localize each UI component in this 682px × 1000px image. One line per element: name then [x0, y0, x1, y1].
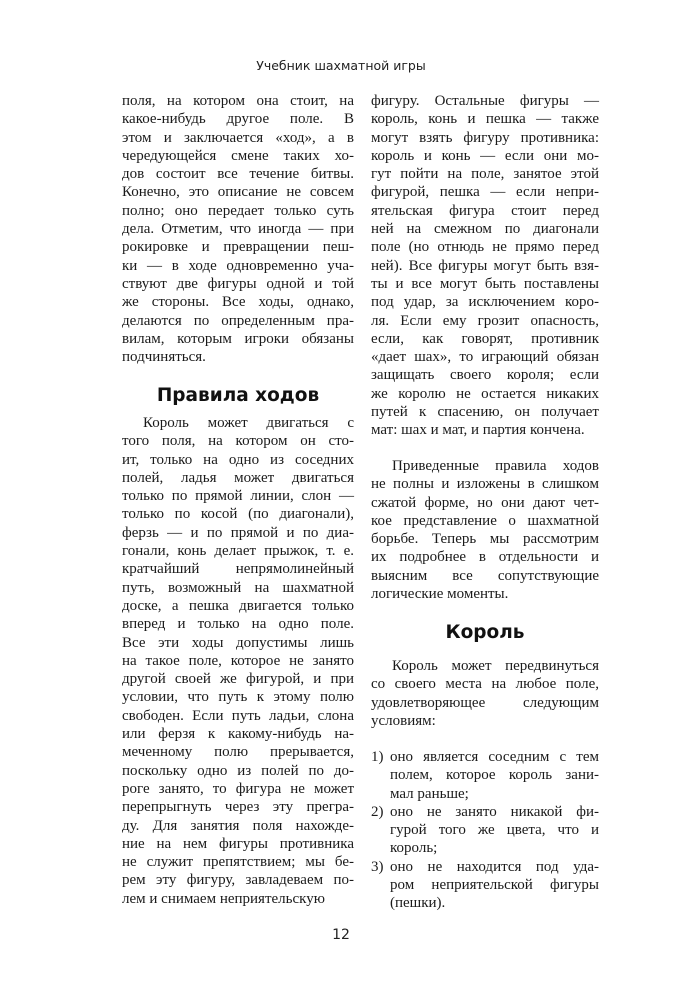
- text-line: «дает шах», то играющий обязан: [371, 349, 599, 366]
- text-line: ней). Все фигуры могут быть взя-: [371, 257, 599, 274]
- text-line: рокировке и превращении пеш-: [122, 239, 354, 256]
- list-item-line: [371, 876, 599, 894]
- text-line: сжатой форме, но они дают чет-: [371, 494, 599, 511]
- text-line: на такое поле, которое не занято: [122, 652, 354, 669]
- text-line: делаются по определенным пра-: [122, 312, 354, 329]
- text-line: оно не находится под уда-: [390, 858, 599, 875]
- text-line: поле (но отнюдь не прямо перед: [371, 239, 599, 256]
- text-line: ки — в ходе одновременно уча-: [122, 257, 354, 274]
- text-line: дела. Отметим, что иногда — при: [122, 221, 354, 238]
- text-line: того поля, на котором он сто-: [122, 433, 354, 450]
- text-line: ней на смежном по диагонали: [371, 221, 599, 238]
- text-line: полем, которое король зани-: [390, 767, 599, 784]
- text-line: какое-нибудь другое поле. В: [122, 111, 354, 128]
- list-number: 1): [371, 749, 384, 765]
- list-number: 3): [371, 858, 384, 875]
- text-line: оно не занято никакой фи-: [390, 803, 599, 820]
- text-line: ятельская фигура стоит перед: [371, 202, 599, 219]
- text-line: ты и все могут быть поставлены: [371, 275, 599, 292]
- text-line: если, как говорят, противник: [371, 330, 599, 347]
- page-number: 12: [332, 927, 350, 943]
- list-item-line: [371, 766, 599, 784]
- text-line: поскольку одно из полей по до-: [122, 762, 354, 779]
- text-line: путей к спасению, он получает: [371, 404, 599, 421]
- text-line: или ферзя к какому-нибудь на-: [122, 726, 354, 743]
- list-item-line: [371, 839, 599, 857]
- text-line: другой своей же фигурой, и при: [122, 671, 354, 688]
- text-line: под удар, за исключением коро-: [371, 294, 599, 311]
- text-line: мал раньше;: [390, 785, 469, 802]
- text-line: кратчайший непрямолинейный: [122, 561, 354, 578]
- text-line: гурой того же цвета, что и: [390, 822, 599, 839]
- list-item-line: [371, 894, 599, 912]
- list-number: [371, 839, 390, 857]
- text-line: вперед и только на одно поле.: [122, 616, 354, 633]
- text-line: свободен. Если путь ладьи, слона: [122, 707, 354, 724]
- text-line: полей, ладья может двигаться: [122, 469, 354, 486]
- text-line: ит, только на одно из соседних: [122, 451, 354, 468]
- list-item-line: [371, 821, 599, 839]
- text-line: ферзь — и по прямой и по диа-: [122, 524, 354, 541]
- text-line: гут пойти на поле, занятое этой: [371, 166, 599, 183]
- list-number: 2): [371, 803, 384, 820]
- right-paragraph-1: [371, 92, 599, 440]
- list-number: [371, 785, 390, 803]
- list-item-line: [371, 748, 599, 766]
- text-line: Король может передвинуться: [392, 658, 599, 674]
- right-paragraph-2: [371, 457, 599, 603]
- text-line: фигурой, пешка — если непри-: [371, 184, 599, 201]
- list-item-line: [371, 803, 599, 821]
- running-header: Учебник шахматной игры: [256, 58, 426, 73]
- text-line: условии, что путь к этому полю: [122, 689, 354, 706]
- text-line: полно; оно передает только суть: [122, 202, 354, 219]
- text-line: же стороны. Все ходы, однако,: [122, 294, 354, 311]
- text-line: условиям:: [371, 712, 436, 729]
- text-line: лем и снимаем неприятельскую: [122, 890, 325, 907]
- text-line: Король может двигаться с: [143, 415, 354, 431]
- text-line: чередующейся смене таких хо-: [122, 147, 354, 164]
- section-heading-king: Король: [445, 622, 525, 643]
- text-line: вилам, которым игроки обязаны: [122, 330, 354, 347]
- text-line: подчиняться.: [122, 349, 206, 366]
- text-line: этом и заключается «ход», а в: [122, 129, 354, 146]
- text-line: Конечно, это описание не совсем: [122, 184, 354, 201]
- text-line: дов состоит все течение битвы.: [122, 166, 354, 183]
- list-number: [371, 876, 390, 894]
- text-line: ля. Если ему грозит опасность,: [371, 312, 599, 329]
- conditions-list: [371, 748, 599, 913]
- text-line: удовлетворяющее следующим: [371, 694, 599, 711]
- text-line: король и конь — если они мо-: [371, 147, 599, 164]
- text-line: только по прямой линии, слон —: [122, 488, 354, 505]
- text-line: гонали, конь делает прыжок, т. е.: [122, 543, 354, 560]
- text-line: фигуру. Остальные фигуры —: [371, 93, 599, 109]
- text-line: поля, на котором она стоит, на: [122, 93, 354, 109]
- left-paragraph-1: [122, 92, 354, 366]
- section-heading-move-rules: Правила ходов: [156, 385, 320, 406]
- text-line: перепрыгнуть через эту прегра-: [122, 799, 354, 816]
- text-line: со своего места на любое поле,: [371, 676, 599, 693]
- text-line: их подробнее в отдельности и: [371, 549, 599, 566]
- text-line: меченному полю прерывается,: [122, 744, 354, 761]
- text-line: логические моменты.: [371, 586, 509, 603]
- text-line: защищать своего короля; если: [371, 367, 599, 384]
- text-line: король, конь и пешка — также: [371, 111, 599, 128]
- text-line: Приведенные правила ходов: [392, 458, 599, 474]
- text-line: борьбе. Теперь мы рассмотрим: [371, 531, 599, 548]
- list-number: [371, 821, 390, 839]
- text-line: только по косой (по диагонали),: [122, 506, 354, 523]
- text-line: ствуют две фигуры одной и той: [122, 275, 354, 292]
- left-paragraph-2: [122, 414, 354, 908]
- text-line: путь, возможный на шахматной: [122, 579, 354, 596]
- list-item-line: [371, 858, 599, 876]
- text-line: кое представление о шахматной: [371, 512, 599, 529]
- text-line: не полны и изложены в слишком: [371, 476, 599, 493]
- text-line: мат: шах и мат, и партия кончена.: [371, 422, 585, 439]
- text-line: могут взять фигуру противника:: [371, 129, 599, 146]
- list-number: [371, 766, 390, 784]
- right-paragraph-3: [371, 657, 599, 730]
- text-line: ду. Для занятия поля нахожде-: [122, 817, 354, 834]
- text-line: король;: [390, 840, 438, 857]
- text-line: ние на нем фигуры противника: [122, 835, 354, 852]
- text-line: роге занято, то фигура не может: [122, 780, 354, 797]
- text-line: Все эти ходы допустимы лишь: [122, 634, 354, 651]
- text-line: выясним все сопутствующие: [371, 567, 599, 584]
- text-line: рем эту фигуру, завладеваем по-: [122, 872, 354, 889]
- text-line: оно является соседним с тем: [390, 749, 599, 765]
- text-line: доске, а пешка двигается только: [122, 597, 354, 614]
- text-line: же королю не остается никаких: [371, 385, 599, 402]
- text-line: (пешки).: [390, 895, 446, 912]
- text-line: ром неприятельской фигуры: [390, 877, 599, 894]
- text-line: не служит препятствием; мы бе-: [122, 854, 354, 871]
- list-number: [371, 894, 390, 912]
- list-item-line: [371, 785, 599, 803]
